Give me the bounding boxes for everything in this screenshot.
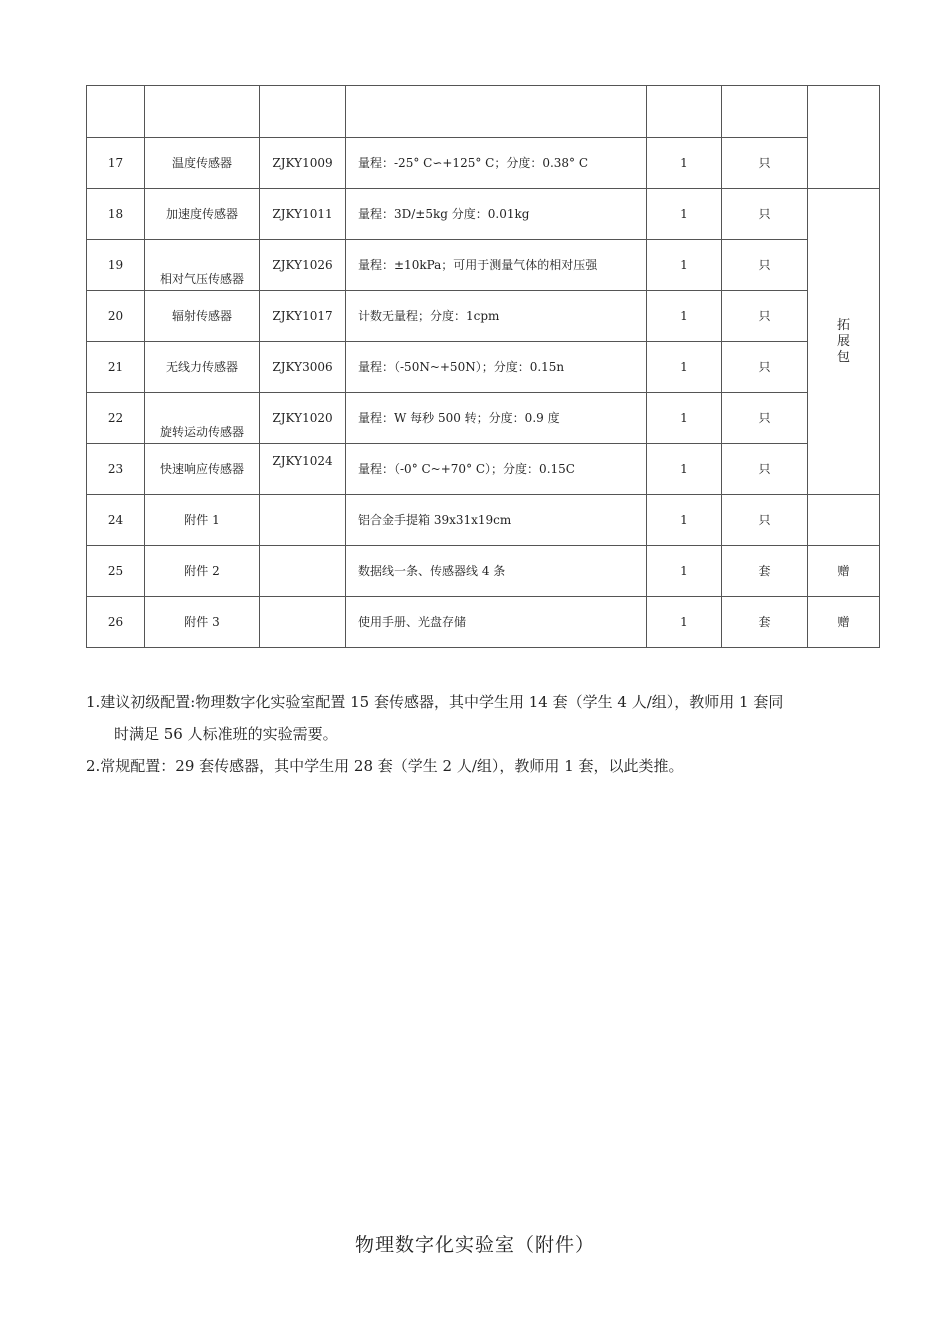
item-spec: 量程：（-50N~+50N）；分度：0.15n xyxy=(346,342,647,393)
configuration-notes xyxy=(86,686,876,782)
group-char: 拓 xyxy=(836,317,850,333)
row-number: 19 xyxy=(87,240,145,291)
group-char: 包 xyxy=(836,349,850,365)
item-name: 附件 1 xyxy=(145,495,260,546)
item-name: 辐射传感器 xyxy=(145,291,260,342)
item-unit: 只 xyxy=(722,444,808,495)
item-spec: 量程：±10kPa；可用于测量气体的相对压强 xyxy=(346,240,647,291)
blank-cell xyxy=(260,86,346,138)
item-model xyxy=(260,546,346,597)
table-row-blank xyxy=(87,86,880,138)
item-model: ZJKY3006 xyxy=(260,342,346,393)
item-model xyxy=(260,495,346,546)
row-number: 18 xyxy=(87,189,145,240)
item-unit: 只 xyxy=(722,291,808,342)
table-row xyxy=(87,597,880,648)
item-unit: 只 xyxy=(722,189,808,240)
equipment-table xyxy=(86,85,880,648)
note-item-1-continued: 时满足 56 人标准班的实验需要。 xyxy=(114,725,338,743)
table-row xyxy=(87,444,880,495)
item-name: 附件 2 xyxy=(145,546,260,597)
group-char: 展 xyxy=(836,333,850,349)
table-row xyxy=(87,189,880,240)
item-name: 附件 3 xyxy=(145,597,260,648)
item-model xyxy=(260,597,346,648)
item-spec: 数据线一条、传感器线 4 条 xyxy=(346,546,647,597)
item-qty: 1 xyxy=(647,342,722,393)
item-qty: 1 xyxy=(647,597,722,648)
item-model: ZJKY1024 xyxy=(260,444,346,495)
item-spec: 量程：-25° C∽+125° C；分度：0.38° C xyxy=(346,138,647,189)
note-cell-top xyxy=(808,86,880,189)
row-number: 22 xyxy=(87,393,145,444)
table-row xyxy=(87,138,880,189)
item-model: ZJKY1009 xyxy=(260,138,346,189)
table-row xyxy=(87,291,880,342)
note-item-2: 2.常规配置：29 套传感器，其中学生用 28 套（学生 2 人/组），教师用 1 套，以此类推。 xyxy=(86,757,684,775)
item-unit: 只 xyxy=(722,138,808,189)
item-unit: 只 xyxy=(722,240,808,291)
item-note xyxy=(808,495,880,546)
item-unit: 套 xyxy=(722,546,808,597)
item-name: 快速响应传感器 xyxy=(145,444,260,495)
item-spec: 量程：W 每秒 500 转；分度：0.9 度 xyxy=(346,393,647,444)
item-model: ZJKY1020 xyxy=(260,393,346,444)
item-qty: 1 xyxy=(647,546,722,597)
item-unit: 只 xyxy=(722,393,808,444)
blank-cell xyxy=(145,86,260,138)
item-spec: 量程：（-0° C~+70° C）；分度：0.15C xyxy=(346,444,647,495)
item-qty: 1 xyxy=(647,291,722,342)
item-qty: 1 xyxy=(647,393,722,444)
item-name: 旋转运动传感器 xyxy=(145,393,260,444)
blank-cell xyxy=(647,86,722,138)
blank-cell xyxy=(346,86,647,138)
item-note: 赠 xyxy=(808,597,880,648)
row-number: 23 xyxy=(87,444,145,495)
item-qty: 1 xyxy=(647,138,722,189)
table-row xyxy=(87,546,880,597)
item-name: 相对气压传感器 xyxy=(145,240,260,291)
item-unit: 套 xyxy=(722,597,808,648)
item-spec: 计数无量程；分度：1cpm xyxy=(346,291,647,342)
row-number: 25 xyxy=(87,546,145,597)
table-row xyxy=(87,240,880,291)
row-number: 24 xyxy=(87,495,145,546)
expansion-pack-cell xyxy=(808,189,880,495)
row-number: 17 xyxy=(87,138,145,189)
item-unit: 只 xyxy=(722,342,808,393)
item-note: 赠 xyxy=(808,546,880,597)
item-name: 温度传感器 xyxy=(145,138,260,189)
item-model: ZJKY1017 xyxy=(260,291,346,342)
item-spec: 量程：3D/±5kg 分度：0.01kg xyxy=(346,189,647,240)
item-model: ZJKY1026 xyxy=(260,240,346,291)
item-spec: 铝合金手提箱 39x31x19cm xyxy=(346,495,647,546)
item-name: 加速度传感器 xyxy=(145,189,260,240)
item-name: 无线力传感器 xyxy=(145,342,260,393)
blank-cell xyxy=(87,86,145,138)
row-number: 20 xyxy=(87,291,145,342)
blank-cell xyxy=(722,86,808,138)
table-row xyxy=(87,393,880,444)
item-qty: 1 xyxy=(647,240,722,291)
footer-title: 物理数字化实验室（附件） xyxy=(354,1234,595,1256)
item-spec: 使用手册、光盘存储 xyxy=(346,597,647,648)
item-qty: 1 xyxy=(647,189,722,240)
item-qty: 1 xyxy=(647,444,722,495)
item-model: ZJKY1011 xyxy=(260,189,346,240)
row-number: 26 xyxy=(87,597,145,648)
item-unit: 只 xyxy=(722,495,808,546)
row-number: 21 xyxy=(87,342,145,393)
note-item-1: 1.建议初级配置:物理数字化实验室配置 15 套传感器，其中学生用 14 套（学生 4 人/组），教师用 1 套同 xyxy=(86,693,784,711)
table-row xyxy=(87,342,880,393)
table-row xyxy=(87,495,880,546)
item-qty: 1 xyxy=(647,495,722,546)
